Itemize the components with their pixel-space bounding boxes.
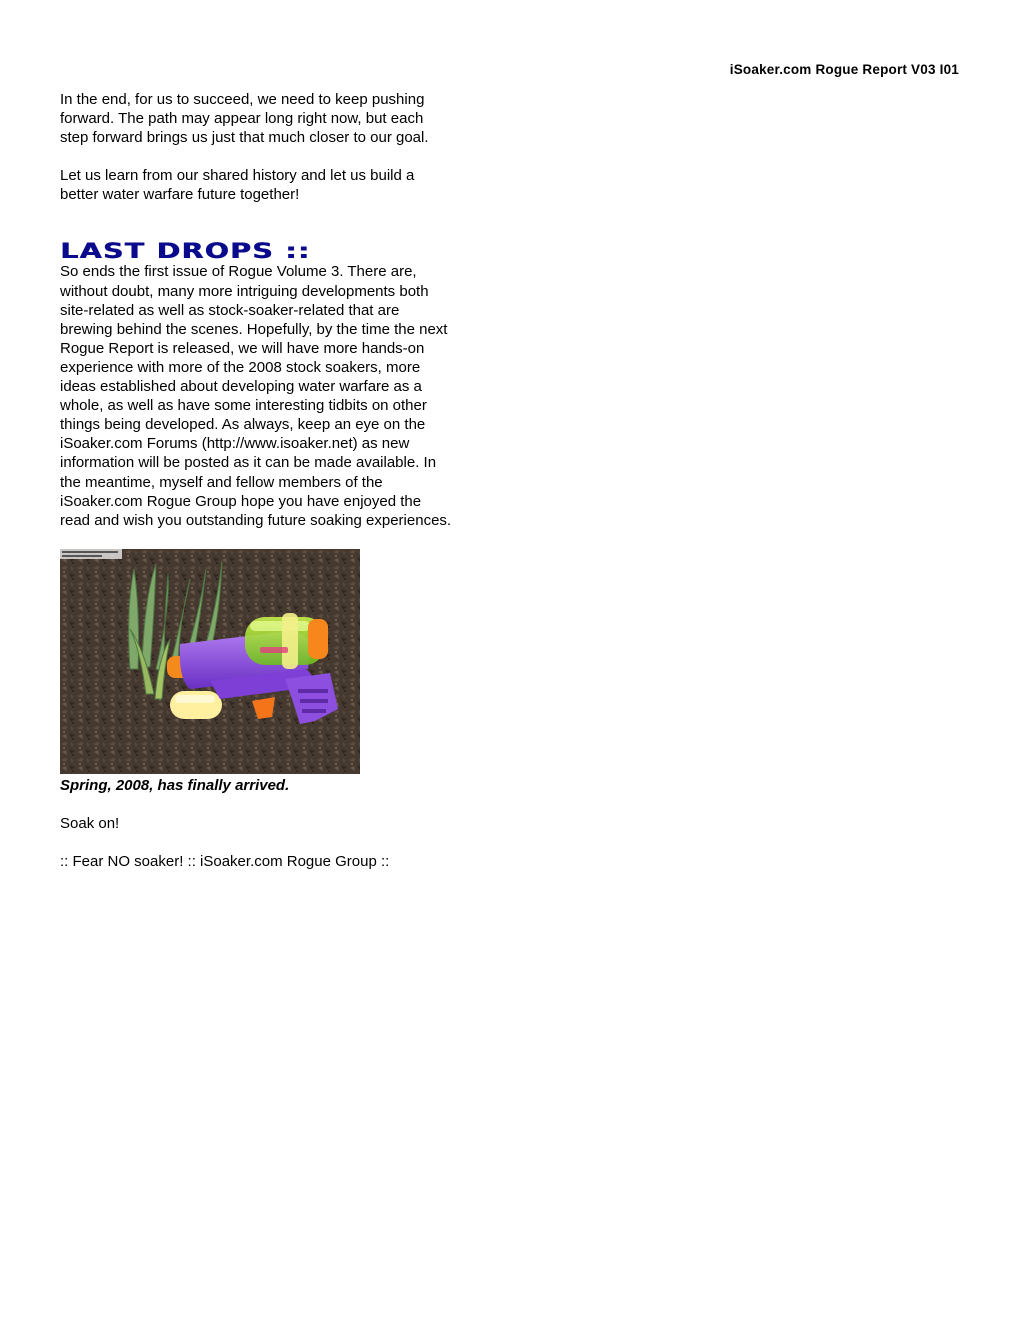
- spacer: [60, 147, 505, 166]
- spacer: [60, 833, 505, 852]
- intro-paragraph-2: Let us learn from our shared history and let us build a better water warfare future together!: [60, 167, 415, 204]
- spacer: [60, 795, 505, 814]
- last-drops-heading: LAST DROPS ::: [60, 239, 311, 264]
- super-soaker-photo: [60, 549, 360, 774]
- closing-signature: :: Fear NO soaker! :: iSoaker.com Rogue Group ::: [60, 852, 390, 870]
- page-header-title: iSoaker.com Rogue Report V03 I01: [729, 62, 959, 77]
- intro-paragraph-1: In the end, for us to succeed, we need to keep pushing forward. The path may appear long right now, but each step forward brings us just that much closer to our goal.: [60, 91, 429, 147]
- article-column: [60, 90, 505, 871]
- photo-caption: Spring, 2008, has finally arrived.: [60, 776, 290, 794]
- last-drops-body: So ends the first issue of Rogue Volume 3. There are, without doubt, many more intriguing developments both site-related as well as stock-soaker-related that are brewing behind the scenes. Hopefully, by the time the next Rogue Report is released, we will have more hands-on experience with more of the 2008 stock soakers, more ideas established about developing water warfare as a whole, as well as have some interesting tidbits on other things being developed. As always, keep an eye on the iSoaker.com Forums (http://www.isoaker.net) as new information will be posted as it can be made available. In the meantime, myself and fellow members of the iSoaker.com Rogue Group hope you have enjoyed the read and wish you outstanding future soaking experiences.: [60, 263, 452, 529]
- closing-soak-on: Soak on!: [60, 814, 120, 832]
